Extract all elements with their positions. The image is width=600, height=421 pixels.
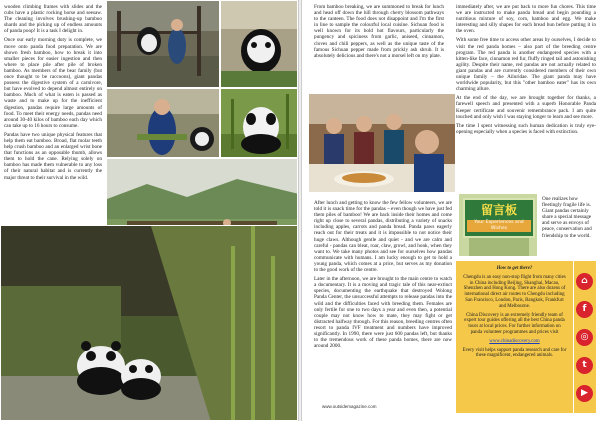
panel-paragraph: Every visit helps support panda research and care for these magnificent, endangered animals. <box>462 347 567 359</box>
photo-volunteer-group <box>308 93 456 193</box>
paragraph: immediately after, we are put back to more fun chores. This time we are instructed to make panda bread and begin pounding a nutritious mixture of soy, corn, bamboo and egg. We make interesting and silly shapes for each bread bun before putting it in the oven. <box>456 4 596 35</box>
photo-message-board-sign <box>458 193 538 257</box>
left-page <box>0 0 298 421</box>
paragraph: From bamboo breaking, we are summoned to break for lunch and head off down the hill through cherry blossom pathways to the canteen. The food does not disappoint and I'm the first in line to sample the colourful local cuisine. Sichuan food is well known for its bold hot flavours, particularly the pungency and spiciness from garlic, aniseed, cinnamon, cloves and chili peppers, as well as the unique taste of the famous Sichuan pepper made from prickly ash shrub. It is absolutely delicious and there's not a morsel left on my plate. <box>314 4 444 59</box>
right-page <box>302 0 600 421</box>
right-column-b-small <box>542 196 596 242</box>
paragraph: With some free time to access other areas by ourselves, I decide to visit the red panda homes – also part of the breeding centre program. The red panda is another endangered species with a kitten-like face, cinnamon red fur, fluffy ringed tail and astonishing agility. Despite their name, red pandas are not actually related to giant pandas and are currently considered members of their own unique family – the Ailuridae. The giant panda may have worldwide popularity, but this "other bamboo eater" has its own charming allure. <box>456 37 596 93</box>
paragraph: Pandas have two unique physical features that help them eat bamboo. Broad, flat molar teeth help crush bamboo and an enlarged wrist bone that functions as an opposable thumb, allows them to hold the cane. Relying solely on bamboo has made them vulnerable to any loss of their natural habitat and is currently the major threat to their survival in the wild. <box>4 131 102 181</box>
panel-paragraph: Chengdu is an easy non-stop flight from many cities in China including Beijing, Shanghai, Macau, Shenzhen and Hong Kong. There are also dozens of international direct air routes to Chengdu including San Francisco, London, Paris, Bangkok, Frankfurt and Melbourne. <box>463 274 566 309</box>
panel-title: How to get there? <box>496 266 533 271</box>
paragraph: Once our early morning duty is complete, we move onto panda food preparation. We are shown fresh bamboo, how to break it into smaller pieces for easier ingestion and then where to place pile after pile of broken bamboo. As members of the bear family (but once thought to be raccoons), giant pandas possess the digestive system of a carnivore, but have evolved to depend almost entirely on bamboo. Much of what is eaten is passed as waste and to make up for the inefficient digestion, pandas require large amounts of food. To meet their energy needs, pandas need around 30-40 kilos of bamboo each day which can take up to 16 hours to consume. <box>4 37 102 129</box>
photo-panda-eating <box>220 88 298 158</box>
paragraph: At the end of the day, we are brought together for thanks, a farewell speech and presented with a superb Honorable Panda Keeper certificate and souvenir remembrance pack. I am quite touched and only wish I was staying longer to learn and see more. <box>456 95 596 120</box>
twitter-icon[interactable]: t <box>576 357 593 374</box>
photo-volunteer-feeding <box>106 88 220 158</box>
photo-panda-and-keeper <box>220 0 298 88</box>
facebook-icon[interactable]: f <box>576 301 593 318</box>
sign-chinese-text: 留言板 <box>480 203 517 217</box>
footer-url[interactable]: www.outsidemagazine.com <box>322 404 377 409</box>
paragraph: One realizes how fleetingly fragile life is. Giant pandas certainly share a special message and serve as envoys of peace, conservation and friendship to the world. <box>542 196 592 239</box>
social-icons <box>574 261 596 413</box>
sign-board <box>463 198 535 238</box>
right-column-a-bottom <box>314 200 452 352</box>
sign-post <box>469 238 529 257</box>
right-column-b-top <box>456 4 596 138</box>
china-discovery-link[interactable]: www.chinadiscovery.com <box>489 338 540 344</box>
youtube-icon[interactable]: ▶ <box>576 385 593 402</box>
left-column-text <box>4 4 102 184</box>
panel-paragraph: China Discovery is an extremely friendly team of expert tour guides offering all the best China panda tours at local prices. For further information on panda volunteer programmes and prices visit <box>464 312 565 335</box>
right-column-a-top <box>314 4 444 62</box>
home-icon[interactable]: ⌂ <box>576 273 593 290</box>
instagram-icon[interactable]: ◎ <box>576 329 593 346</box>
photo-panda-cubs <box>0 225 298 421</box>
paragraph: The time I spent witnessing such human dedication is truly eye-opening especially when a species is faced with extinction. <box>456 122 596 135</box>
paragraph: After lunch and getting to know the few fellow volunteers, we are told it is snack time for the pandas – even though we have just fed them piles of bamboo! We are back inside their homes and come right up close to several pandas, distributing a variety of snacks including apples, carrots and panda bread. Panda paws eagerly reach out for their treats and it is impossible to not notice their huge claws. Although gentle and quiet - and we are calm and careful - pandas can bleat, roar, claw, growl, and honk, when they want to. We take many photos and see for ourselves how pandas communicate with humans. I am lucky enough to get to hold a young panda, which comes at a price, but serves as my donation to the good work of the centre. <box>314 200 452 274</box>
photo-volunteer-panda-climbing <box>106 0 220 88</box>
sign-english-text: Your Experiences and Wishes <box>467 220 531 232</box>
how-to-get-there-panel <box>456 261 573 413</box>
paragraph: Later in the afternoon, we are brought to the main centre to watch a documentary. It is a moving and tragic tale of this near-extinct species, documenting the earthquake that destroyed Wolong Panda Center, the unsuccessful attempts to release pandas into the wild and the difficulties faced with breeding them. Females are only fertile for one to two days a year and even then, a potential couple may not know how to mate, they may fight or get distracted halfway through. For this reason, breeding centres often resort to panda IVF treatment and numbers have improved significantly. In 1990, there were just 600 pandas left, but thanks to the tremendous work of these panda homes, there are now around 2000. <box>314 276 452 350</box>
paragraph: wooden climbing frames with slides and the cubs have a plastic rocking horse and seesaw. The cleaning involves brushing-up bamboo shards and the picking up of endless amounts of panda poop! It is a task I delight in. <box>4 4 102 35</box>
